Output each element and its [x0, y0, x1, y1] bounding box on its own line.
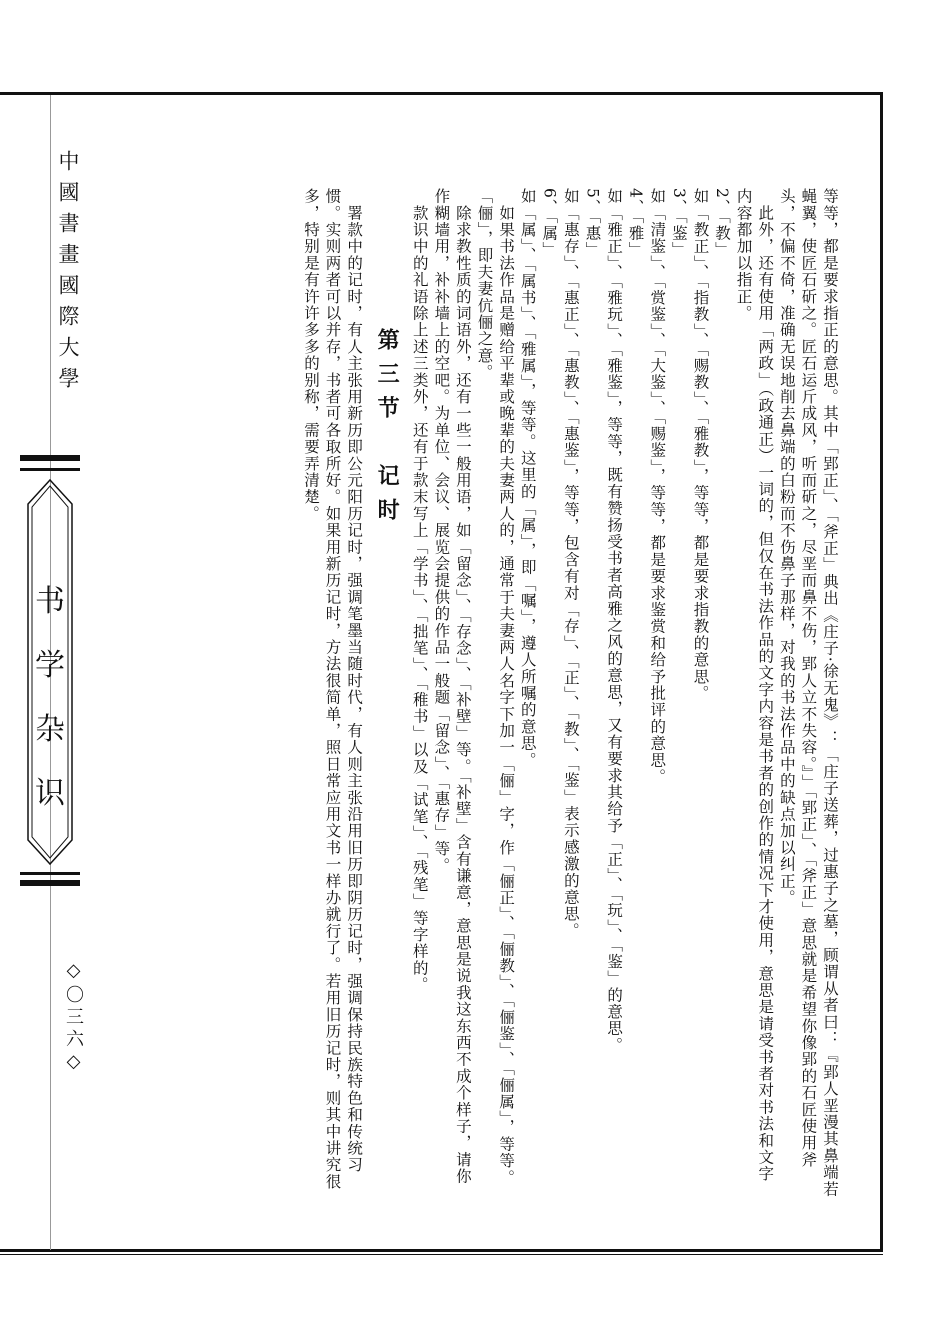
page-number: ◇〇三六◇: [63, 960, 84, 1076]
list-item-text: 如「教正」、「指教」、「赐教」、「雅教」，等等，都是要求指教的意思。: [691, 188, 710, 702]
book-title-char: 书: [35, 584, 65, 619]
list-item-text: 如「雅正」、「雅玩」、「雅鉴」，等等，既有赞扬受书者高雅之风的意思，又有要求其给予「正」、「玩」、「鉴」的意思。: [605, 188, 624, 1054]
paragraph: 此外，还有使用「两政」（政通正）一词的，但仅在书法作品的文字内容是书者的创作的情况下才使用，意思是请受书者对书法和文字内容都加以指正。: [734, 188, 775, 1183]
book-title-char: 识: [35, 776, 65, 811]
list-item-text: 如「惠存」、「惠正」、「惠教」、「惠鉴」，等等，包含有对「存」、「正」、「教」、「鉴」表示感激的意思。: [561, 188, 580, 939]
ornament-bar-bottom: [20, 880, 80, 886]
paragraph: 除求教性质的词语外，还有一些一般用语，如「留念」、「存念」、「补壁」等。「补壁」含有谦意，意思是说我这东西不成个样子，请你作糊墙用，补补墙上的空吧。为单位、会议、展览会提供的作品一般题「留念」、「惠存」等。: [432, 188, 472, 1185]
list-item-heading: 4、「雅」: [626, 188, 645, 259]
book-title-char: 学: [35, 648, 65, 683]
body-text: [299, 188, 840, 1198]
list-item-heading: 6、「属」: [540, 188, 559, 259]
list-item-heading: 2、「教」: [713, 188, 732, 259]
paragraph: 等等，都是要求指正的意思。其中「郢正」、「斧正」典出《庄子·徐无鬼》：「庄子送葬，过惠子之墓，顾谓从者曰：『郢人垩漫其鼻端若蝇翼，使匠石斫之。匠石运斤成风，听而斫之，尽垩而鼻不伤，郢人立不失容。』」「郢正」、「斧正」意思就是希望你像郢的石匠使用斧头，不偏不倚，准确无误地削去鼻端的白粉而不伤鼻子那样，对我的书法作品中的缺点加以纠正。: [777, 188, 839, 1198]
list-item-heading: 5、「惠」: [583, 188, 602, 259]
list-item-heading: 3、「鉴」: [669, 188, 688, 259]
frame-bottom-border: [0, 1249, 883, 1252]
publisher-name: 中國書畫國際大學: [56, 150, 80, 398]
frame-bottom-inner-border: [0, 1254, 883, 1255]
ornament-bar-bottom-thin: [20, 872, 80, 875]
book-title-char: 杂: [35, 712, 65, 747]
list-item-text: 如「属」、「属书」、「雅属」，等等。这里的「属」，即「嘱」，遵人所嘱的意思。: [518, 188, 537, 769]
book-title: [28, 570, 72, 826]
section-heading: 第三节 记时: [374, 328, 400, 532]
paragraph: 如果书法作品是赠给平辈或晚辈的夫妻两人的，通常于夫妻两人名字下加一「俪」字，作「俪正」、「俪教」、「俪鉴」、「俪属」，等等。「俪」，即夫妻伉俪之意。: [475, 188, 516, 1186]
ornament-bar-top-thin: [20, 468, 80, 471]
paragraph: 署款中的记时，有人主张用新历即公元阳历记时，强调笔墨当随时代，有人则主张沿用旧历即阴历记时，强调保持民族特色和传统习惯。实则两者可以并存，书者可各取所好。如果用新历记时，方法很简单，照日常应用文书一样办就行了。若用旧历记时，则其中讲究很多，特别是有许许多多的别称，需要弄清楚。: [301, 188, 364, 1190]
list-item-text: 如「清鉴」、「赏鉴」、「大鉴」、「赐鉴」，等等，都是要求鉴赏和给予批评的意思。: [648, 188, 667, 786]
ornament-bar-top: [20, 455, 80, 461]
paragraph: 款识中的礼语除上述三类外，还有于款末写上「学书」、「拙笔」、「稚书」以及「试笔」、「残笔」等字样的。: [410, 188, 429, 994]
frame-right-border: [880, 92, 883, 1252]
frame-top-border: [0, 92, 883, 95]
